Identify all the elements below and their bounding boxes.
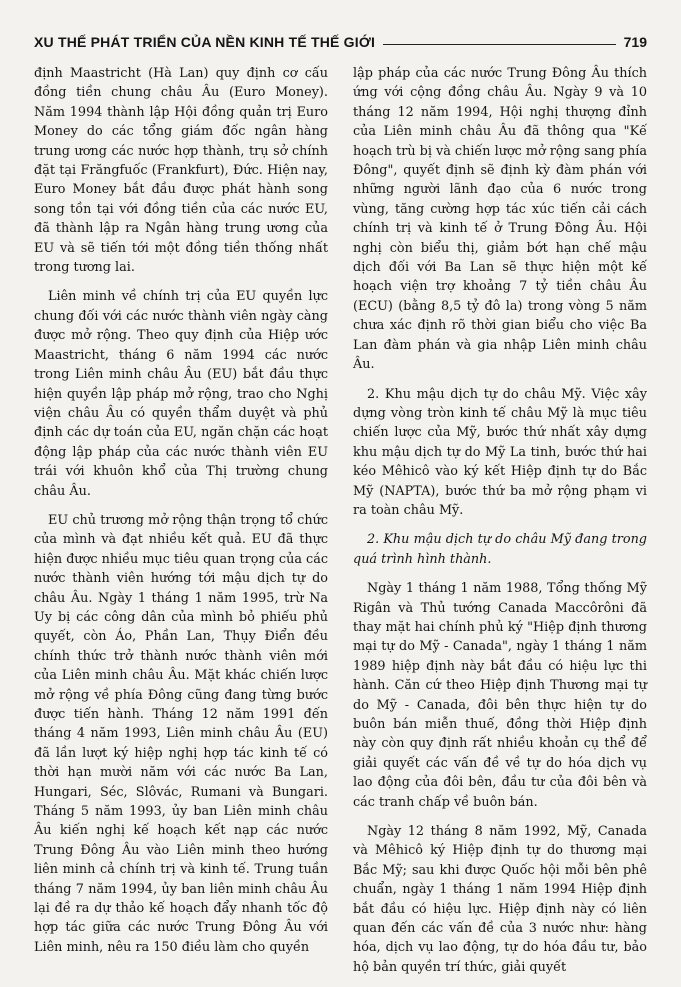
right-column [353, 64, 647, 987]
section-paragraph: 2. Khu mậu dịch tự do châu Mỹ. Việc xây dựng vòng tròn kinh tế châu Mỹ là mục tiêu chiến lược của Mỹ, bước thứ nhất xây dựng khu mậu dịch tự do Mỹ La tinh, bước thứ hai kéo Mêhicô vào ký kết Hiệp định tự do Bắc Mỹ (NAPTA), bước thứ ba mở rộng phạm vi ra toàn châu Mỹ. [353, 386, 647, 518]
paragraph: lập pháp của các nước Trung Đông Âu thích ứng với cộng đồng châu Âu. Ngày 9 và 10 tháng 12 năm 1994, Hội nghị thượng đỉnh của Liên minh châu Âu đã thông qua "Kế hoạch trù bị và chiến lược mở rộng sang phía Đông", quyết định sẽ định kỳ đàm phán với những người lãnh đạo của 6 nước trong vùng, tăng cường hợp tác xúc tiến cải cách chính trị và kinh tế ở Trung Đông Âu. Hội nghị còn biểu thị, giảm bớt hạn chế mậu dịch đối với Ba Lan sẽ thực hiện một kế hoạch viện trợ khoảng 7 tỷ tiền châu Âu (ECU) (bằng 8,5 tỷ đô la) trong vòng 5 năm chưa xác định rõ thời gian biểu cho việc Ba Lan đàm phán và gia nhập Liên minh châu Âu. [353, 66, 647, 373]
page-number: 719 [623, 34, 647, 50]
section-heading: 2. Khu mậu dịch tự do châu Mỹ đang trong quá trình hình thành. [353, 532, 647, 567]
running-header [34, 30, 647, 54]
text-columns [34, 64, 647, 987]
left-column [34, 64, 328, 987]
paragraph: Ngày 12 tháng 8 năm 1992, Mỹ, Canada và Mêhicô ký Hiệp định tự do thương mại Bắc Mỹ; sau khi được Quốc hội mỗi bên phê chuẩn, ngày 1 tháng 1 năm 1994 Hiệp định bắt đầu có hiệu lực. Hiệp định này có liên quan đến các vấn đề của 3 nước như: hàng hóa, dịch vụ lao động, tự do hóa đầu tư, bảo hộ bản quyền trí thức, giải quyết [353, 824, 647, 975]
paragraph: Ngày 1 tháng 1 năm 1988, Tổng thống Mỹ Rigân và Thủ tướng Canada Maccôrôni đã thay mặt hai chính phủ ký "Hiệp định thương mại tự do Mỹ - Canada", ngày 1 tháng 1 năm 1989 hiệp định này bắt đầu có hiệu lực thi hành. Căn cứ theo Hiệp định Thương mại tự do Mỹ - Canada, đôi bên thực hiện tự do buôn bán miễn thuế, đồng thời Hiệp định này còn quy định rất nhiều khoản cụ thể để giải quyết các vấn đề về tự do hóa dịch vụ lao động của đôi bên, đầu tư của đôi bên và các tranh chấp về buôn bán. [353, 581, 647, 810]
header-rule [383, 44, 616, 45]
paragraph: EU chủ trương mở rộng thận trọng tổ chức của mình và đạt nhiều kết quả. EU đã thực hiện được nhiều mục tiêu quan trọng của các nước thành viên hướng tới mậu dịch tự do châu Âu. Ngày 1 tháng 1 năm 1995, trừ Na Uy bị các công dân của mình bỏ phiếu phủ quyết, còn Áo, Phần Lan, Thụy Điển đều chính thức trở thành nước thành viên mới của Liên minh châu Âu. Mặt khác chiến lược mở rộng về phía Đông cũng đang từng bước được tiến hành. Tháng 12 năm 1991 đến tháng 4 năm 1993, Liên minh châu Âu (EU) đã lần lượt ký hiệp nghị hợp tác kinh tế có thời hạn mười năm với các nước Ba Lan, Hungari, Séc, Slôvác, Rumani và Bungari. Tháng 5 năm 1993, ủy ban Liên minh châu Âu kiến nghị kế hoạch kết nạp các nước Trung Đông Âu vào Liên minh theo hướng liên minh cả chính trị và kinh tế. Trung tuần tháng 7 năm 1994, ủy ban liên minh châu Âu lại đề ra dự thảo kế hoạch đẩy nhanh tốc độ hợp tác giữa các nước Trung Đông Âu với Liên minh, nêu ra 150 điều làm cho quyền [34, 512, 328, 955]
running-title: XU THẾ PHÁT TRIỂN CỦA NỀN KINH TẾ THẾ GIỚI [34, 34, 376, 50]
paragraph: định Maastricht (Hà Lan) quy định cơ cấu đồng tiền chung châu Âu (Euro Money). Năm 1994 thành lập Hội đồng quản trị Euro Money do các tổng giám đốc ngân hàng trung ương các nước hợp thành, trụ sở chính đặt tại Frăngfuốc (Frankfurt), Đức. Hiện nay, Euro Money bắt đầu được phát hành song song tồn tại với đồng tiền của các nước EU, đã thành lập ra Ngân hàng trung ương của EU và sẽ tiến tới một đồng tiền thống nhất trong tương lai. [34, 66, 328, 276]
paragraph: Liên minh về chính trị của EU quyền lực chung đối với các nước thành viên ngày càng được mở rộng. Theo quy định của Hiệp ước Maastricht, tháng 6 năm 1994 các nước trong Liên minh châu Âu (EU) bắt đầu thực hiện quyền lập pháp mở rộng, trao cho Nghị viện châu Âu có quyền thẩm duyệt và phủ định các dự toán của EU, ngăn chặn các hoạt động lập pháp của các nước thành viên EU trái với khuôn khổ của Thị trường chung châu Âu. [34, 289, 328, 499]
